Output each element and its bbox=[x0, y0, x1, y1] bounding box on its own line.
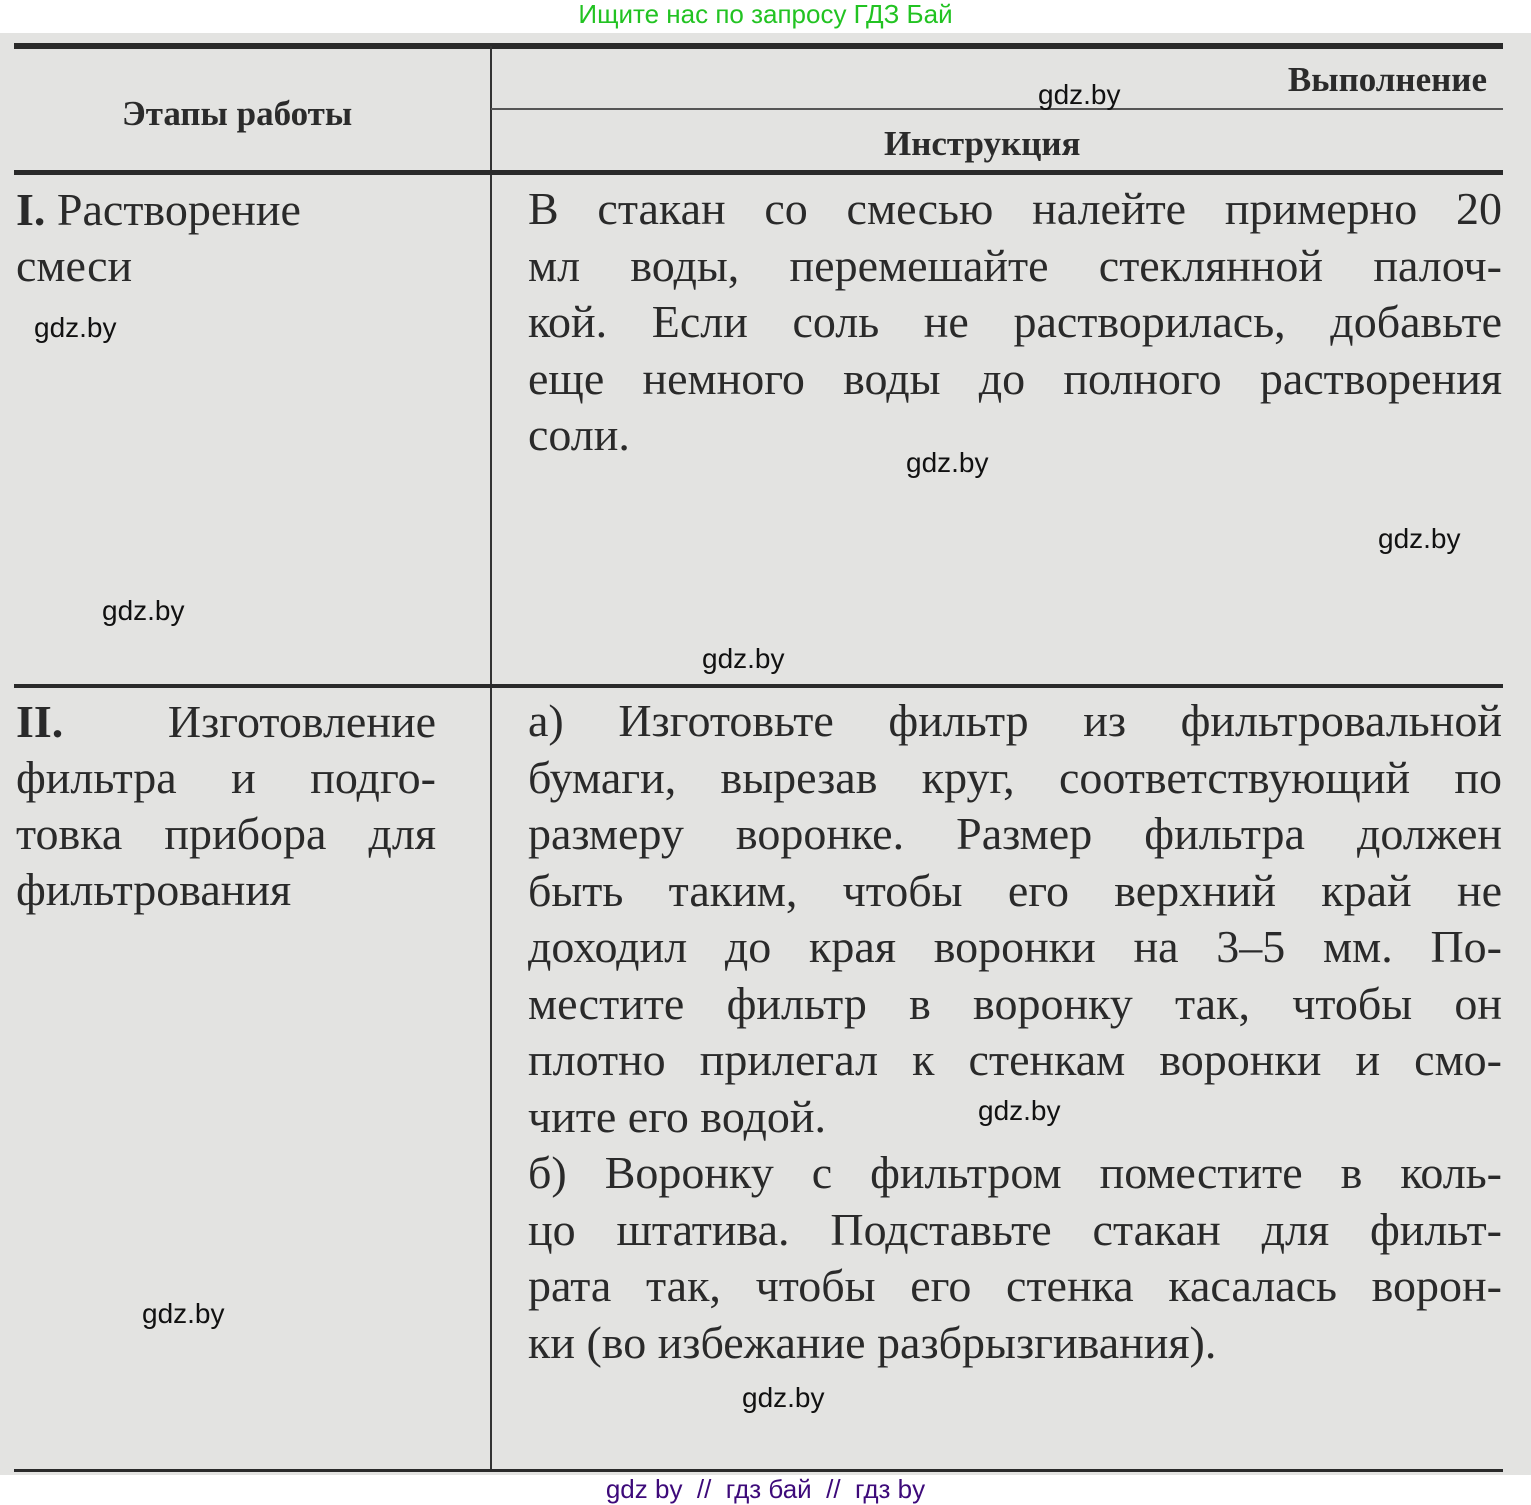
instruction-line: размеру воронке. Размер фильтра должен bbox=[528, 808, 1502, 859]
instruction-line: доходил до края воронки на 3–5 мм. По- bbox=[528, 921, 1502, 972]
stage-2-title: Изготовление фильтра и подго-товка прибора для фильтрования bbox=[16, 696, 436, 915]
instruction-line: цо штатива. Подставьте стакан для фильт- bbox=[528, 1203, 1502, 1255]
watermark: gdz.by bbox=[102, 595, 185, 626]
instruction-line: местите фильтр в воронку так, чтобы он bbox=[528, 977, 1502, 1029]
instruction-line: кой. Если соль не растворилась, добавьте bbox=[528, 296, 1502, 347]
row-divider bbox=[14, 684, 1503, 688]
search-banner: Ищите нас по запросу ГДЗ Бай bbox=[578, 0, 953, 29]
header-subrule bbox=[491, 108, 1503, 110]
stage-2 bbox=[16, 694, 436, 918]
instruction-line: еще немного воды до полного растворения bbox=[528, 352, 1502, 404]
instruction-line: В стакан со смесью налейте примерно 20 bbox=[528, 183, 1502, 234]
instruction-line: рата так, чтобы его стенка касалась ворон- bbox=[528, 1260, 1502, 1311]
instruction-line: плотно прилегал к стенкам воронки и смо- bbox=[528, 1034, 1502, 1085]
watermark: gdz.by bbox=[978, 1095, 1061, 1126]
column-divider bbox=[490, 46, 492, 1472]
watermark: gdz.by bbox=[742, 1382, 825, 1413]
header-stages: Этапы работы bbox=[122, 94, 353, 133]
watermark: gdz.by bbox=[702, 643, 785, 674]
table-top-rule bbox=[14, 43, 1503, 49]
watermark: gdz.by bbox=[906, 447, 989, 478]
instruction-line: чите его водой. bbox=[528, 1090, 827, 1142]
instruction-line: соли. bbox=[528, 409, 630, 460]
instruction-line: быть таким, чтобы его верхний край не bbox=[528, 864, 1502, 916]
instruction-1 bbox=[528, 181, 1502, 464]
instruction-2 bbox=[528, 693, 1502, 1371]
stage-2-numeral: II. bbox=[16, 696, 64, 747]
table-bottom-rule bbox=[14, 1469, 1503, 1472]
instruction-line: мл воды, перемешайте стеклянной палоч- bbox=[528, 239, 1502, 291]
stage-1 bbox=[16, 182, 376, 294]
header-bottom-rule bbox=[14, 170, 1503, 175]
watermark: gdz.by bbox=[34, 312, 117, 343]
watermark: gdz.by bbox=[142, 1298, 225, 1329]
watermark: gdz.by bbox=[1038, 79, 1121, 110]
stage-1-numeral: I. bbox=[16, 184, 46, 235]
header-execution: Выполнение bbox=[1287, 60, 1487, 99]
watermark: gdz.by bbox=[1378, 523, 1461, 554]
instruction-line: б) Воронку с фильтром поместите в коль- bbox=[528, 1147, 1502, 1198]
stage-1-title: Растворение смеси bbox=[16, 184, 301, 291]
instruction-line: бумаги, вырезав круг, соответствующий по bbox=[528, 751, 1502, 803]
instruction-line: ки (во избежание разбрызгивания). bbox=[528, 1316, 1217, 1368]
footer-links: gdz by // гдз бай // гдз by bbox=[605, 1474, 926, 1504]
instruction-line: а) Изготовьте фильтр из фильтровальной bbox=[528, 695, 1502, 746]
header-instruction: Инструкция bbox=[884, 124, 1081, 163]
